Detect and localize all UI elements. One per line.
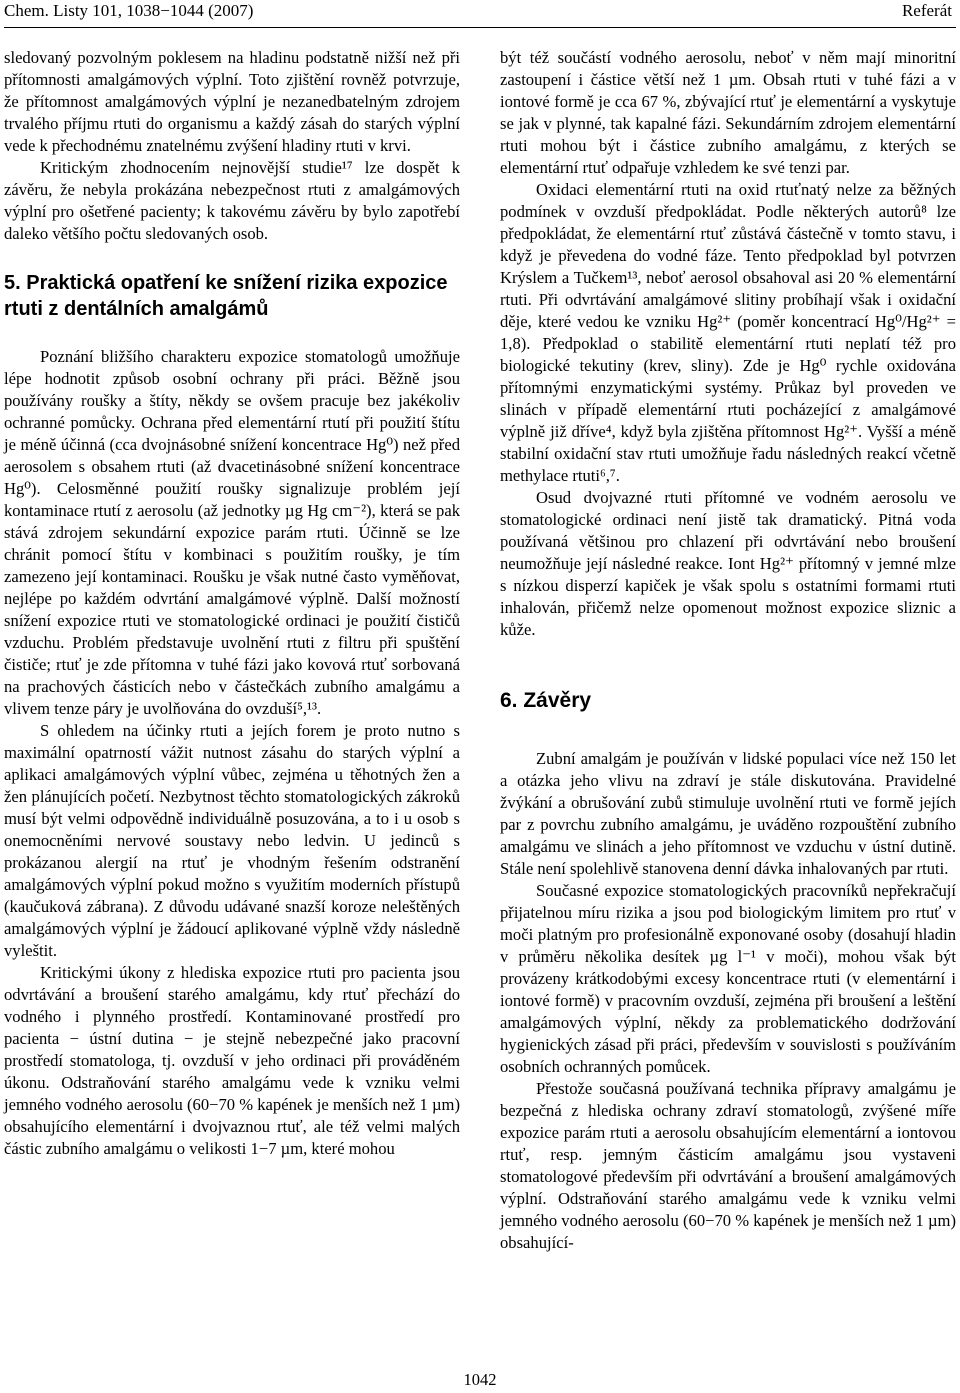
paragraph: Zubní amalgám je používán v lidské populaci více než 150 let a otázka jeho vlivu na zdraví je stále diskutována. Pravidelné žvýkání a obrušování zubů stimuluje uvolnění rtuti ve formě jejích par z povrchu zubního amalgámu, je uváděno rozpouštění zubního amalgámu ve slinách a jeho přítomnost ve vzduchu v ústní dutině. Stále není spolehlivě stanovena denní dávka inhalovaných par rtuti. bbox=[500, 749, 956, 878]
left-column bbox=[4, 47, 460, 1160]
paragraph: Přestože současná používaná technika přípravy amalgámu je bezpečná z hlediska ochrany zdraví stomatologů, zvýšené míře expozice parám rtuti a aerosolu obsahujícím elementární a iontovou rtuť, resp. jemným částicím amalgámu jsou vystaveni stomatologové především při odvrtávání a broušení amalgámových výplní. Odstraňování starého amalgámu vede k vzniku velmi jemného vodného aerosolu (60−70 % kapének je menších než 1 µm) obsahující- bbox=[500, 1079, 956, 1252]
page-number: 1042 bbox=[463, 1370, 497, 1389]
paragraph: Poznání bližšího charakteru expozice stomatologů umožňuje lépe hodnotit způsob osobní ochrany při práci. Běžně jsou používány roušky a štíty, někdy se ovšem pracuje bez jakékoliv ochranné pomůcky. Ochrana před elementární rtutí při použití štítu je méně účinná (cca dvojnásobné snížení koncentrace Hg⁰) než před aerosolem s obsahem rtuti (až dvacetinásobné snížení koncentrace Hg⁰). Celosměnné použití roušky signalizuje problém její kontaminace rtutí z aerosolu (až jednotky µg Hg cm⁻²), která se pak stává zdrojem sekundární expozice parám rtuti. Účinně se lze chránit pomocí štítu v kombinaci s použitím roušky, je tím zamezeno její kontaminaci. Roušku je však nutné často vyměňovat, nejlépe po každém odvrtání amalgámové výplně. Další možností snížení expozice rtuti ve stomatologické ordinaci je použití čističů vzduchu. Problém představuje uvolnění rtuti z filtru při spuštění čističe; rtuť je zde přítomna v tuhé fázi jako kovová rtuť sorbovaná na prachových částicích nebo v částečkách zubního amalgámu a vlivem tenze páry je uvolňována do ovzduší⁵,¹³. bbox=[4, 347, 460, 718]
paragraph: Oxidaci elementární rtuti na oxid rtuťnatý nelze za běžných podmínek v ovzduší předpokládat. Podle některých autorů⁸ lze předpokládat, že elementární rtuť zůstává částečně v tomto stavu, i když je převedena do vodné fáze. Tento předpoklad byl potvrzen Krýslem a Tučkem¹³, neboť aerosol obsahoval asi 20 % elementární rtuti. Při odvrtávání amalgámové slitiny probíhají však i oxidační děje, které vedou ke vzniku Hg²⁺ (poměr koncentrací Hg⁰/Hg²⁺ = 1,8). Předpoklad o stabilitě elementární rtuti neplatí též pro biologické tekutiny (krev, sliny). Zde je Hg⁰ rychle oxidována přítomnými enzymatickými systémy. Průkaz byl proveden ve slinách v případě elementární rtuti pocházející z amalgámové výplně již dříve⁴, když byla zjištěna přítomnost Hg²⁺. Vyšší a méně stabilní oxidační stav rtuti umožňuje řadu následných reakcí včetně methylace rtuti⁶,⁷. bbox=[500, 180, 956, 485]
header-rule bbox=[4, 27, 956, 28]
running-header bbox=[4, 0, 956, 30]
article-type: Referát bbox=[901, 1, 952, 20]
journal-citation: Chem. Listy 101, 1038−1044 (2007) bbox=[4, 1, 254, 20]
paragraph: Kritickými úkony z hlediska expozice rtuti pro pacienta jsou odvrtávání a broušení starého amalgámu, kdy rtuť přechází do vodného i plynného prostředí. Kontaminované prostředí pro pacienta − ústní dutina − je stejně nebezpečné jako pracovní prostředí stomatologa, tj. ovzduší v jeho ordinaci při prováděném úkonu. Odstraňování starého amalgámu vede k vzniku velmi jemného vodného aerosolu (60−70 % kapének je menších než 1 µm) obsahujícího elementární i dvojvaznou rtuť, ale též velmi malých částic zubního amalgámu o velikosti 1−7 µm, které mohou bbox=[4, 963, 460, 1158]
paragraph: být též součástí vodného aerosolu, neboť v něm mají minoritní zastoupení i částice větší než 1 µm. Obsah rtuti v tuhé fázi a v iontové formě je cca 67 %, zbývající rtuť je elementární a vyskytuje se jak v plynné, tak kapalné fázi. Sekundárním zdrojem elementární rtuti mohou být i částice zubního amalgámu, z kterých se elementární rtuť odpařuje vzhledem ke své tenzi par. bbox=[500, 48, 956, 177]
paragraph: S ohledem na účinky rtuti a jejích forem je proto nutno s maximální opatrností vážit nutnost zásahu do starých výplní a aplikaci amalgámových výplní vůbec, zejména u těhotných žen a žen plánujících početí. Nezbytnost těchto stomatologických zákroků musí být velmi odpovědně individuálně posuzována, a to i u osob s onemocněními nervové soustavy nebo ledvin. U jedinců s prokázanou alergií na rtuť je vhodným řešením odstranění amalgámových výplní pokud možno s využitím moderních přístupů (kaučuková zábrana). Z důvodu udávané snazší koroze neleštěných amalgámových výplní je žádoucí aplikované výplně vždy následně vyleštit. bbox=[4, 721, 460, 960]
paragraph: sledovaný pozvolným poklesem na hladinu podstatně nižší než při přítomnosti amalgámových výplní. Toto zjištění rovněž potvrzuje, že přítomnost amalgámových výplní je nezanedbatelným zdrojem trvalého příjmu rtuti do organismu a každý zásah do starých výplní vede k přechodnému znatelnému zvýšení hladiny rtuti v krvi. bbox=[4, 48, 460, 155]
section-6-heading: 6. Závěry bbox=[500, 689, 592, 712]
right-column bbox=[500, 47, 956, 1254]
paragraph: Současné expozice stomatologických pracovníků nepřekračují přijatelnou míru rizika a jsou pod biologickým limitem pro rtuť v moči platným pro profesionálně exponované osoby (dosahují hladin v průměru několika desítek µg l⁻¹ v moči), mohou však být provázeny krátkodobými excesy koncentrace rtuti (v elementární i iontové formě) v pracovním ovzduší, zejména při broušení a leštění amalgámových výplní, někdy za problematického dodržování hygienických zásad při práci, především v souvislosti s používáním osobních ochranných pomůcek. bbox=[500, 881, 956, 1076]
paragraph: Kritickým zhodnocením nejnovější studie¹⁷ lze dospět k závěru, že nebyla prokázána nebezpečnost rtuti z amalgámových výplní pro ošetřené pacienty; k takovému závěru by bylo zapotřebí daleko většího počtu sledovaných osob. bbox=[4, 158, 460, 243]
paragraph: Osud dvojvazné rtuti přítomné ve vodném aerosolu ve stomatologické ordinaci není jistě tak dramatický. Pitná voda používaná většinou pro chlazení při odvrtávání nebo broušení neumožňuje její následné reakce. Iont Hg²⁺ přítomný v jemné mlze s nízkou disperzí kapiček je však spolu s ostatními formami rtuti inhalován, přičemž nelze opomenout možnost expozice sliznic a kůže. bbox=[500, 488, 956, 639]
section-5-heading: 5. Praktická opatření ke snížení rizika expozice rtuti z dentálních amalgámů bbox=[4, 272, 448, 320]
